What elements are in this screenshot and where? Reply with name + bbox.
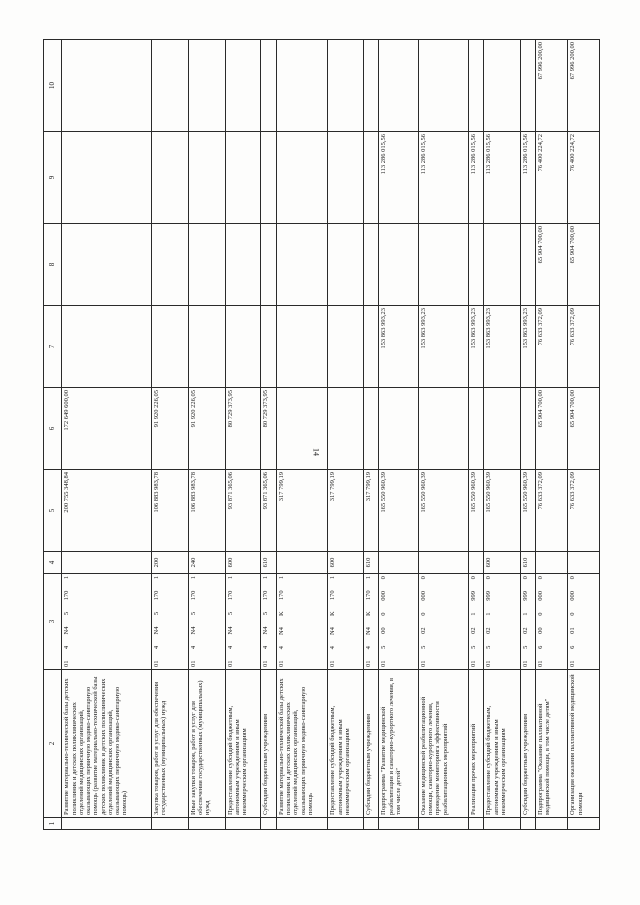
code-part: 5 <box>189 611 197 616</box>
code-part: 01 <box>380 660 388 667</box>
row-name-cell: Предоставление субсидий бюджетным, автономным учреждениям и иным некоммерческим организациям <box>328 670 363 818</box>
amount-cell-c6: 172 649 600,00 <box>62 388 152 470</box>
code-part: 01 <box>569 660 577 667</box>
code-part: 01 <box>63 660 71 667</box>
amount-cell-c7 <box>260 306 276 388</box>
amount-cell-c6: 65 904 700,00 <box>568 388 600 470</box>
amount-cell-c7: 153 863 993,23 <box>484 306 521 388</box>
amount-cell-c8 <box>62 224 152 306</box>
amount-cell-c10 <box>379 40 418 132</box>
amount-cell-c6: 91 920 226,05 <box>152 388 189 470</box>
row-index-cell <box>225 818 260 830</box>
amount-cell-c9 <box>276 132 328 224</box>
code-part: 170 <box>153 590 161 601</box>
code-part: 1 <box>277 576 285 580</box>
classification-code <box>569 576 576 667</box>
code-part: K <box>277 611 285 616</box>
amount-cell-c5: 106 883 983,78 <box>188 470 225 552</box>
row-index-cell <box>379 818 418 830</box>
row-expense-type-cell: 200 <box>152 552 189 574</box>
row-expense-type-cell: 600 <box>484 552 521 574</box>
amount-cell-c7 <box>276 306 328 388</box>
table-row <box>484 40 521 830</box>
column-number-5: 5 <box>44 470 62 552</box>
row-name-cell: Субсидии бюджетным учреждениям <box>260 670 276 818</box>
amount-cell-c10 <box>276 40 328 132</box>
row-name-cell: Развитие материально-технической базы детских поликлиник и детских поликлинических отделений медицинских организаций, оказывающих первичную медико-санитарную помощь (развитие материально-технической базы детских поликлиник и детских поликлинических отделений медицинских организаций, оказывающих первичную медико-санитарную помощь) <box>62 670 152 818</box>
code-part: 0 <box>419 612 427 616</box>
amount-cell-c10 <box>521 40 535 132</box>
amount-cell-c8 <box>484 224 521 306</box>
table-row <box>363 40 379 830</box>
classification-code <box>278 576 285 667</box>
code-part: 0 <box>536 576 544 580</box>
amount-cell-c10 <box>188 40 225 132</box>
code-part: 1 <box>189 576 197 580</box>
amount-cell-c10: 67 996 200,00 <box>535 40 568 132</box>
code-part: N4 <box>261 626 269 635</box>
table-row <box>568 40 600 830</box>
budget-table <box>43 39 600 830</box>
code-part: 01 <box>469 660 477 667</box>
table-row <box>535 40 568 830</box>
code-part: 0 <box>569 576 577 580</box>
amount-cell-c7: 153 863 993,23 <box>418 306 468 388</box>
row-name-cell: Закупка товаров, работ и услуг для обеспечения государственных (муниципальных) нужд <box>152 670 189 818</box>
code-part: 01 <box>261 660 269 667</box>
amount-cell-c8 <box>379 224 418 306</box>
row-expense-type-cell <box>62 552 152 574</box>
column-number-3: 3 <box>44 574 62 670</box>
classification-code <box>227 576 234 667</box>
code-part: 1 <box>522 612 530 616</box>
amount-cell-c6 <box>484 388 521 470</box>
column-number-1: 1 <box>44 818 62 830</box>
amount-cell-c9: 113 286 015,56 <box>521 132 535 224</box>
row-name-cell: Развитие материально-технической базы детских поликлиник и детских поликлинических отделений медицинских организаций, оказывающих первичную медико-санитарную помощь <box>276 670 328 818</box>
code-part: 999 <box>522 591 530 601</box>
code-part: 00 <box>380 627 388 634</box>
code-part: 01 <box>189 660 197 667</box>
code-part: 1 <box>226 576 234 580</box>
amount-cell-c7 <box>363 306 379 388</box>
amount-cell-c7: 76 633 372,09 <box>535 306 568 388</box>
amount-cell-c8 <box>260 224 276 306</box>
code-part: 1 <box>364 576 372 580</box>
row-code-cell <box>62 574 152 670</box>
column-number-2: 2 <box>44 670 62 818</box>
amount-cell-c7 <box>188 306 225 388</box>
column-number-8: 8 <box>44 224 62 306</box>
amount-cell-c8 <box>328 224 363 306</box>
amount-cell-c9 <box>62 132 152 224</box>
row-index-cell <box>260 818 276 830</box>
amount-cell-c10 <box>328 40 363 132</box>
code-part: 0 <box>522 576 530 580</box>
amount-cell-c5: 200 755 348,84 <box>62 470 152 552</box>
row-expense-type-cell <box>276 552 328 574</box>
amount-cell-c9 <box>260 132 276 224</box>
amount-cell-c5: 76 633 372,09 <box>568 470 600 552</box>
code-part: 6 <box>569 645 577 649</box>
amount-cell-c6 <box>521 388 535 470</box>
amount-cell-c5: 165 550 960,39 <box>418 470 468 552</box>
code-part: 01 <box>419 660 427 667</box>
amount-cell-c9 <box>363 132 379 224</box>
code-part: 5 <box>419 645 427 649</box>
row-code-cell <box>152 574 189 670</box>
code-part: 5 <box>485 645 493 649</box>
row-expense-type-cell: 610 <box>363 552 379 574</box>
code-part: 1 <box>261 576 269 580</box>
classification-code <box>190 576 197 667</box>
code-part: 5 <box>469 645 477 649</box>
code-part: 000 <box>569 591 577 601</box>
amount-cell-c8 <box>225 224 260 306</box>
amount-cell-c5: 165 550 960,39 <box>521 470 535 552</box>
code-part: 1 <box>329 576 337 580</box>
table-row <box>152 40 189 830</box>
amount-cell-c10 <box>260 40 276 132</box>
table-row <box>276 40 328 830</box>
code-part: 0 <box>569 612 577 616</box>
code-part: 01 <box>522 660 530 667</box>
table-row <box>379 40 418 830</box>
amount-cell-c9 <box>188 132 225 224</box>
row-name-cell: Предоставление субсидий бюджетным, автономным учреждениям и иным некоммерческим организациям <box>484 670 521 818</box>
code-part: 1 <box>153 576 161 580</box>
classification-code <box>63 576 70 667</box>
code-part: 4 <box>364 646 372 650</box>
amount-cell-c10 <box>225 40 260 132</box>
code-part: K <box>364 611 372 616</box>
row-expense-type-cell <box>568 552 600 574</box>
row-code-cell <box>535 574 568 670</box>
amount-cell-c5: 317 799,19 <box>363 470 379 552</box>
amount-cell-c6: 80 729 373,95 <box>260 388 276 470</box>
row-name-cell: Реализация прочих мероприятий <box>468 670 484 818</box>
amount-cell-c6: 65 904 700,00 <box>535 388 568 470</box>
column-number-10: 10 <box>44 40 62 132</box>
amount-cell-c10 <box>363 40 379 132</box>
amount-cell-c10 <box>62 40 152 132</box>
page-number: 14 <box>311 448 321 456</box>
code-part: N4 <box>277 627 285 636</box>
row-index-cell <box>276 818 328 830</box>
code-part: 170 <box>329 590 337 601</box>
code-part: 6 <box>536 645 544 649</box>
column-number-7: 7 <box>44 306 62 388</box>
code-part: 4 <box>277 646 285 650</box>
amount-cell-c7 <box>152 306 189 388</box>
row-expense-type-cell: 240 <box>188 552 225 574</box>
table-row <box>225 40 260 830</box>
row-code-cell <box>260 574 276 670</box>
code-part: 170 <box>189 590 197 601</box>
row-expense-type-cell: 600 <box>225 552 260 574</box>
code-part: N4 <box>189 626 197 635</box>
rotated-table-wrapper <box>43 40 600 830</box>
row-name-cell: Подпрограмма "Оказание паллиативной медицинской помощи, в том числе детям" <box>535 670 568 818</box>
code-part: 4 <box>63 645 71 650</box>
code-part: 0 <box>485 576 493 580</box>
row-index-cell <box>568 818 600 830</box>
amount-cell-c9: 113 286 015,56 <box>484 132 521 224</box>
row-code-cell <box>521 574 535 670</box>
classification-code <box>380 576 387 667</box>
amount-cell-c6 <box>363 388 379 470</box>
row-code-cell <box>568 574 600 670</box>
amount-cell-c7 <box>62 306 152 388</box>
code-part: 170 <box>63 590 71 601</box>
amount-cell-c8 <box>152 224 189 306</box>
code-part: 0 <box>536 612 544 616</box>
amount-cell-c10 <box>468 40 484 132</box>
code-part: N4 <box>329 627 337 636</box>
code-part: 0 <box>380 612 388 616</box>
code-part: 1 <box>485 612 493 616</box>
amount-cell-c8: 65 904 700,00 <box>535 224 568 306</box>
row-expense-type-cell <box>535 552 568 574</box>
code-part: 01 <box>485 660 493 667</box>
column-number-6: 6 <box>44 388 62 470</box>
code-part: 01 <box>364 660 372 667</box>
table-row <box>521 40 535 830</box>
classification-code <box>329 576 336 667</box>
code-part: 0 <box>419 576 427 580</box>
row-index-cell <box>328 818 363 830</box>
code-part: 0 <box>380 576 388 580</box>
row-index-cell <box>484 818 521 830</box>
amount-cell-c6 <box>418 388 468 470</box>
row-name-cell: Иные закупки товаров, работ и услуг для обеспечения государственных (муниципальных) нужд <box>188 670 225 818</box>
row-name-cell: Предоставление субсидий бюджетным, автономным учреждениям и иным некоммерческим организациям <box>225 670 260 818</box>
amount-cell-c9 <box>152 132 189 224</box>
amount-cell-c8 <box>418 224 468 306</box>
amount-cell-c7: 76 633 372,09 <box>568 306 600 388</box>
row-name-cell: Оказание медицинской реабилитационной помощи, санаторно-курортного лечения, проведение мониторинга эффективности реабилитационных мероприятий <box>418 670 468 818</box>
row-index-cell <box>62 818 152 830</box>
column-number-9: 9 <box>44 132 62 224</box>
amount-cell-c8 <box>188 224 225 306</box>
code-part: N4 <box>153 626 161 635</box>
code-part: 01 <box>536 660 544 667</box>
amount-cell-c5: 165 550 960,39 <box>379 470 418 552</box>
amount-cell-c6 <box>328 388 363 470</box>
code-part: 02 <box>419 627 427 634</box>
code-part: 1 <box>469 612 477 616</box>
code-part: N4 <box>63 626 71 635</box>
code-part: 000 <box>380 591 388 601</box>
classification-code <box>485 576 492 667</box>
amount-cell-c10 <box>152 40 189 132</box>
table-row <box>418 40 468 830</box>
row-expense-type-cell <box>418 552 468 574</box>
row-index-cell <box>152 818 189 830</box>
code-part: 5 <box>380 645 388 649</box>
code-part: K <box>329 611 337 616</box>
code-part: 5 <box>261 611 269 616</box>
table-row <box>328 40 363 830</box>
code-part: 5 <box>226 611 234 616</box>
row-index-cell <box>535 818 568 830</box>
row-name-cell: Организация оказания паллиативной медицинской помощи <box>568 670 600 818</box>
code-part: 170 <box>261 590 269 601</box>
row-code-cell <box>328 574 363 670</box>
row-code-cell <box>276 574 328 670</box>
row-code-cell <box>188 574 225 670</box>
amount-cell-c6 <box>468 388 484 470</box>
code-part: 00 <box>536 627 544 634</box>
row-code-cell <box>468 574 484 670</box>
row-name-cell: Субсидии бюджетным учреждениям <box>363 670 379 818</box>
row-name-cell: Подпрограмма "Развитие медицинской реабилитации и санаторно-курортного лечения, в том числе детей" <box>379 670 418 818</box>
amount-cell-c10 <box>418 40 468 132</box>
table-row <box>260 40 276 830</box>
row-code-cell <box>225 574 260 670</box>
code-part: 170 <box>277 590 285 601</box>
amount-cell-c10: 67 996 200,00 <box>568 40 600 132</box>
code-part: 01 <box>569 627 577 634</box>
amount-cell-c8: 65 904 700,00 <box>568 224 600 306</box>
code-part: 4 <box>226 645 234 650</box>
table-row <box>188 40 225 830</box>
table-row <box>62 40 152 830</box>
classification-code <box>470 576 477 667</box>
amount-cell-c8 <box>276 224 328 306</box>
classification-code <box>522 576 529 667</box>
amount-cell-c5: 93 871 365,06 <box>260 470 276 552</box>
code-part: 4 <box>261 645 269 650</box>
row-expense-type-cell: 600 <box>328 552 363 574</box>
row-code-cell <box>484 574 521 670</box>
code-part: 4 <box>189 645 197 650</box>
row-expense-type-cell <box>379 552 418 574</box>
code-part: 4 <box>153 645 161 650</box>
code-part: 170 <box>364 590 372 601</box>
amount-cell-c9 <box>225 132 260 224</box>
amount-cell-c9: 113 286 015,56 <box>418 132 468 224</box>
row-expense-type-cell: 610 <box>260 552 276 574</box>
table-row <box>468 40 484 830</box>
row-index-cell <box>418 818 468 830</box>
row-code-cell <box>418 574 468 670</box>
amount-cell-c8 <box>468 224 484 306</box>
code-part: 01 <box>153 660 161 667</box>
amount-cell-c7 <box>225 306 260 388</box>
amount-cell-c6: 80 729 373,95 <box>225 388 260 470</box>
code-part: 01 <box>226 660 234 667</box>
code-part: 170 <box>226 590 234 601</box>
amount-cell-c5: 317 799,19 <box>328 470 363 552</box>
code-part: 0 <box>469 576 477 580</box>
row-index-cell <box>363 818 379 830</box>
amount-cell-c5: 317 799,19 <box>276 470 328 552</box>
amount-cell-c8 <box>521 224 535 306</box>
code-part: 01 <box>277 660 285 667</box>
row-expense-type-cell <box>468 552 484 574</box>
classification-code <box>262 576 269 667</box>
row-code-cell <box>363 574 379 670</box>
classification-code <box>420 576 427 667</box>
amount-cell-c10 <box>484 40 521 132</box>
code-part: 02 <box>469 627 477 634</box>
header-row <box>44 40 62 830</box>
amount-cell-c6 <box>276 388 328 470</box>
code-part: N4 <box>364 627 372 636</box>
amount-cell-c7: 153 863 993,23 <box>379 306 418 388</box>
code-part: 02 <box>485 627 493 634</box>
amount-cell-c9: 76 400 224,72 <box>568 132 600 224</box>
code-part: 1 <box>63 576 71 580</box>
amount-cell-c7 <box>328 306 363 388</box>
amount-cell-c5: 93 871 365,06 <box>225 470 260 552</box>
classification-code <box>153 576 160 667</box>
code-part: 000 <box>419 591 427 601</box>
code-part: 4 <box>329 646 337 650</box>
amount-cell-c9: 113 286 015,56 <box>379 132 418 224</box>
amount-cell-c5: 165 550 960,39 <box>468 470 484 552</box>
code-part: 000 <box>536 591 544 601</box>
row-index-cell <box>188 818 225 830</box>
code-part: 999 <box>485 591 493 601</box>
row-code-cell <box>379 574 418 670</box>
row-name-cell: Субсидии бюджетным учреждениям <box>521 670 535 818</box>
row-expense-type-cell: 610 <box>521 552 535 574</box>
code-part: N4 <box>226 626 234 635</box>
amount-cell-c9 <box>328 132 363 224</box>
row-index-cell <box>521 818 535 830</box>
amount-cell-c7: 153 863 993,23 <box>468 306 484 388</box>
code-part: 999 <box>469 591 477 601</box>
classification-code <box>365 576 372 667</box>
row-index-cell <box>468 818 484 830</box>
table-body <box>44 40 600 830</box>
code-part: 01 <box>329 660 337 667</box>
amount-cell-c6: 91 920 226,05 <box>188 388 225 470</box>
amount-cell-c5: 76 633 372,09 <box>535 470 568 552</box>
amount-cell-c7: 153 863 993,23 <box>521 306 535 388</box>
amount-cell-c8 <box>363 224 379 306</box>
amount-cell-c9: 113 286 015,56 <box>468 132 484 224</box>
amount-cell-c5: 165 550 960,39 <box>484 470 521 552</box>
amount-cell-c9: 76 400 224,72 <box>535 132 568 224</box>
code-part: 5 <box>153 611 161 616</box>
amount-cell-c6 <box>379 388 418 470</box>
code-part: 02 <box>522 627 530 634</box>
classification-code <box>537 576 544 667</box>
code-part: 5 <box>63 611 71 616</box>
amount-cell-c5: 106 883 983,78 <box>152 470 189 552</box>
column-number-4: 4 <box>44 552 62 574</box>
code-part: 5 <box>522 645 530 649</box>
